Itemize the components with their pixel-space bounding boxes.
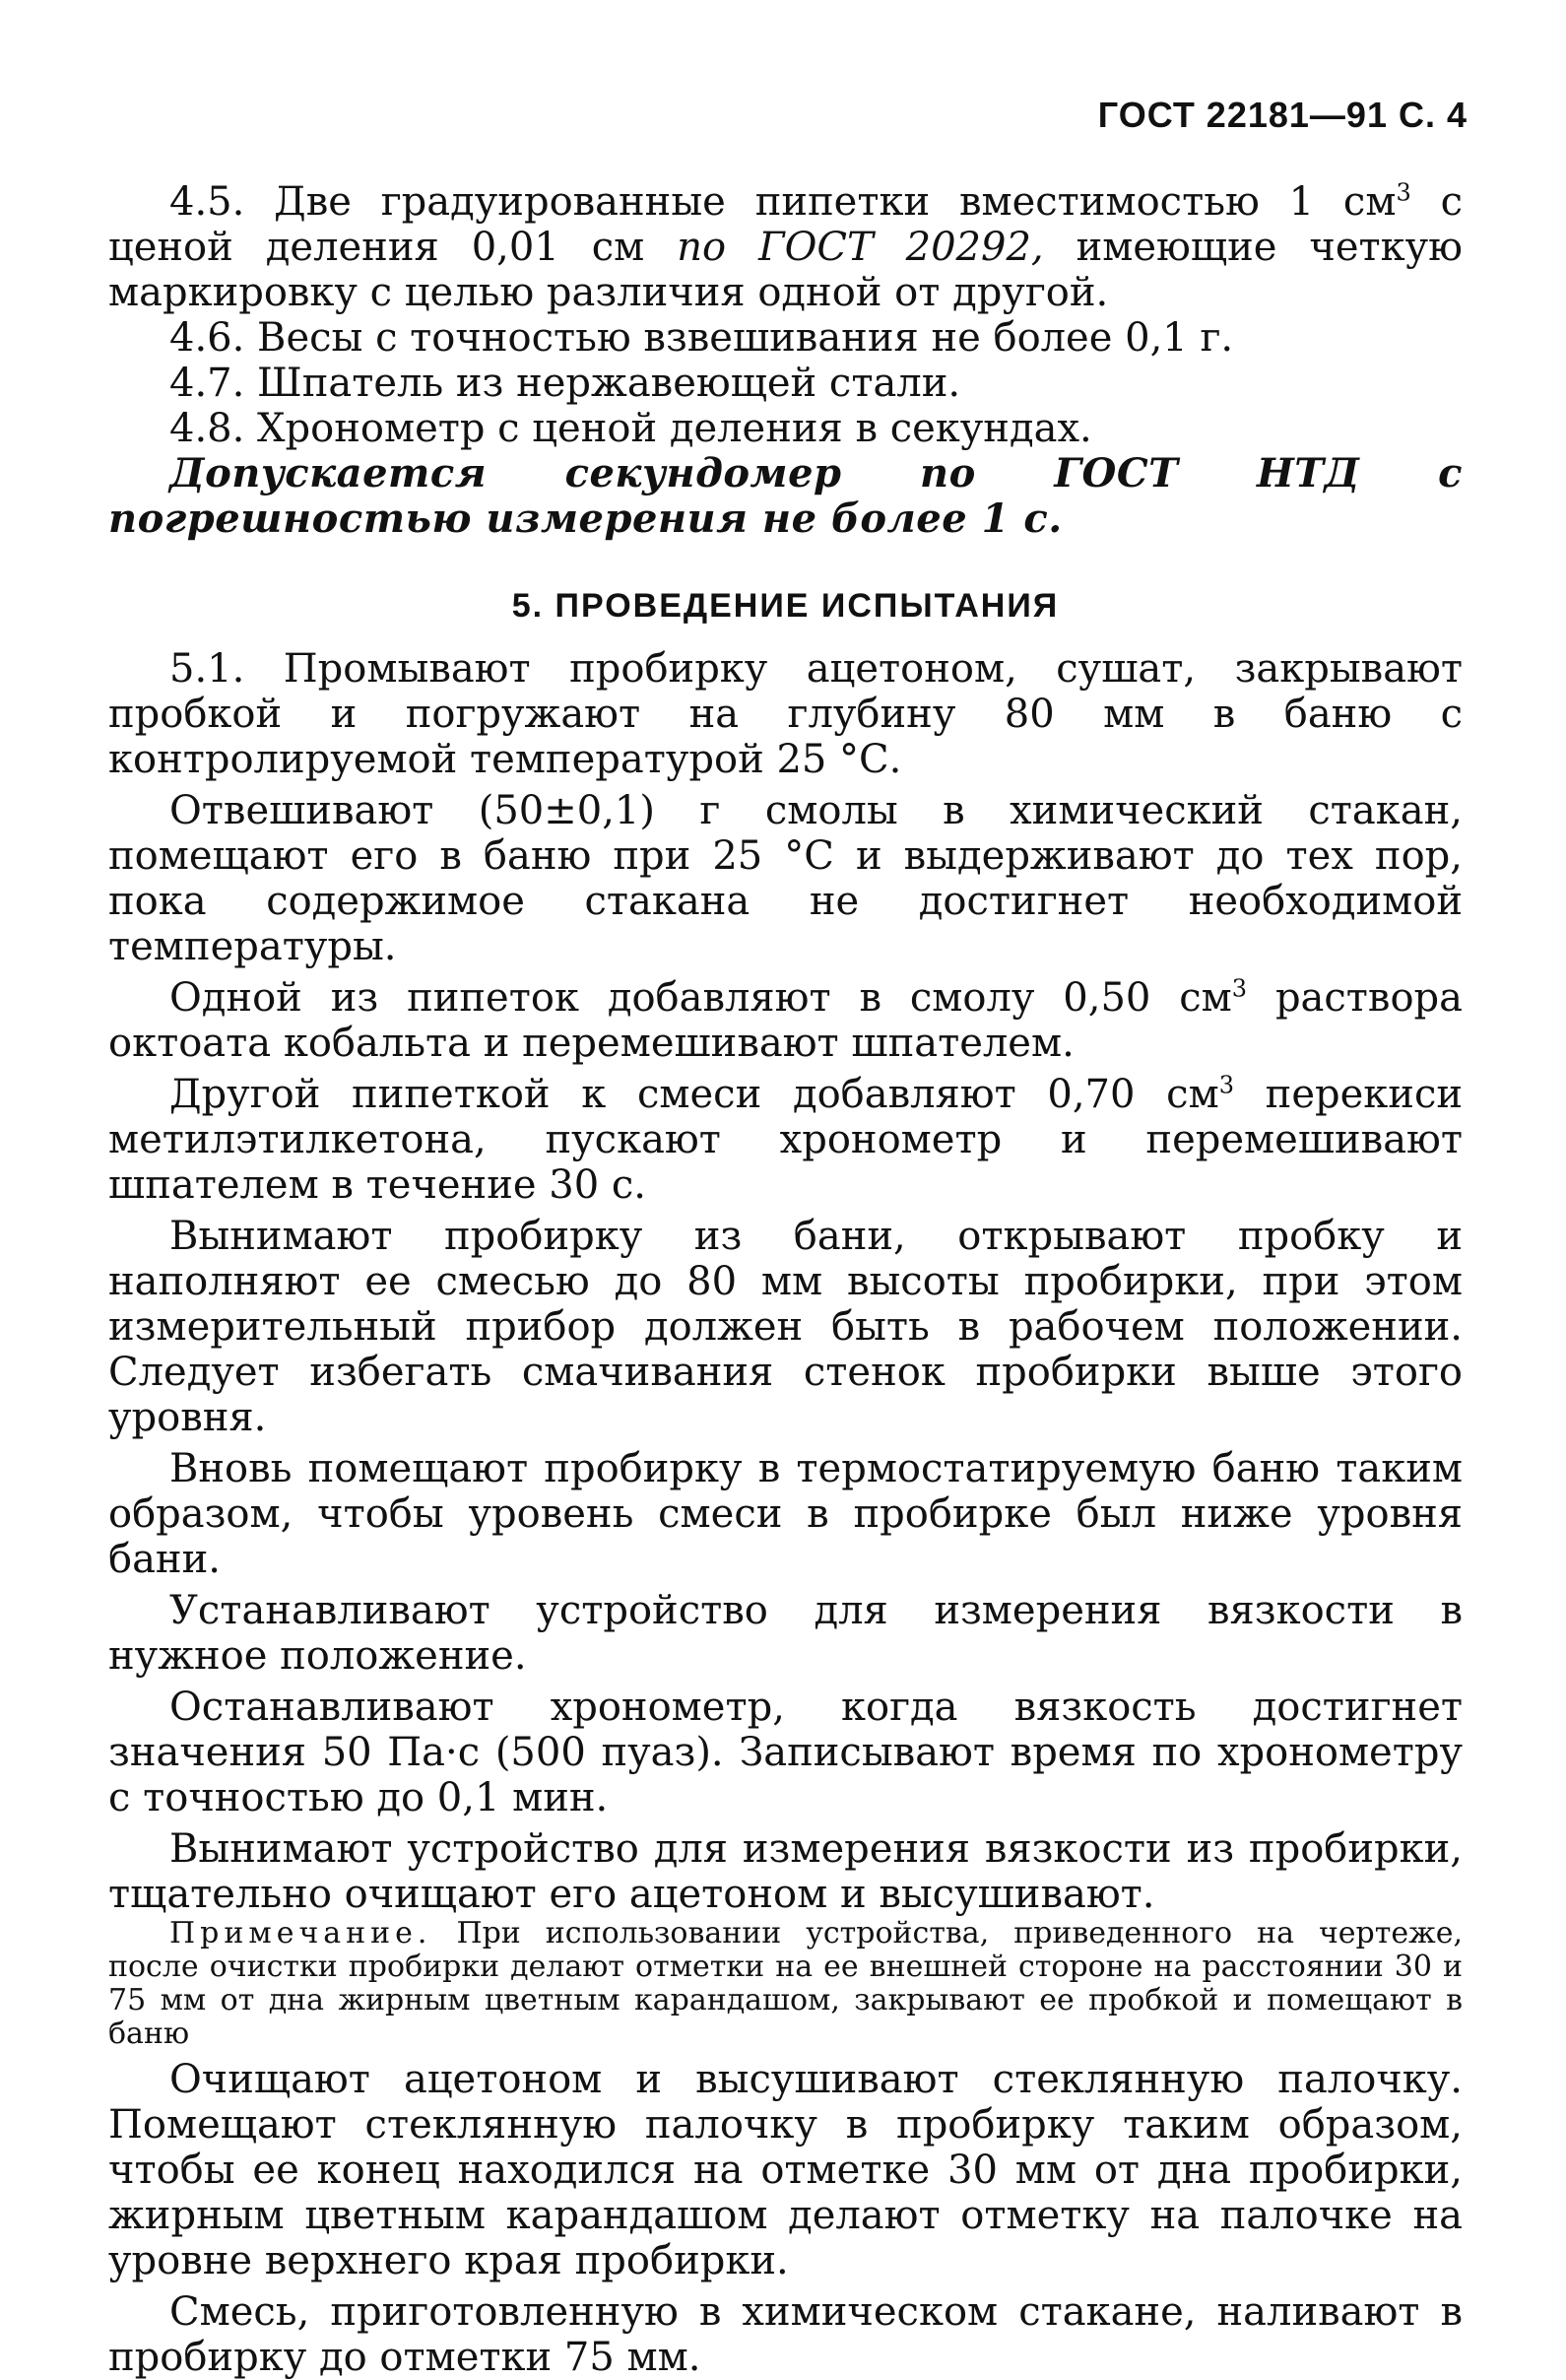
clause-4-6: 4.6. Весы с точностью взвешивания не более 0,1 г. [169, 315, 1234, 361]
paragraph-pour-mixture: Смесь, приготовленную в химическом стакане, наливают в пробирку до отметки 75 мм. [108, 2289, 1463, 2380]
note [108, 1917, 1463, 2051]
clause-4-8-amendment: Допускается секундомер по ГОСТ НТД с погрешностью измерения не более 1 с. [108, 450, 1463, 542]
section-5-heading: 5. ПРОВЕДЕНИЕ ИСПЫТАНИЯ [511, 587, 1060, 625]
document-body [108, 179, 1463, 2380]
clause-4-5 [108, 179, 1463, 315]
paragraph-glass-rod: Очищают ацетоном и высушивают стеклянную палочку. Помещают стеклянную палочку в пробирку таким образом, чтобы ее конец находился на отметке 30 мм от дна пробирки, жирным цветным карандашом делают отметку на палочке на уровне верхнего края пробирки. [108, 2057, 1463, 2283]
paragraph-weighing: Отвешивают (50±0,1) г смолы в химический стакан, помещают его в баню при 25 °С и выдерживают до тех пор, пока содержимое стакана не достигнет необходимой температуры. [108, 788, 1463, 969]
clause-5-1: 5.1. Промывают пробирку ацетоном, сушат, закрывают пробкой и погружают на глубину 80 мм в баню с контролируемой температурой 25 °С. [108, 646, 1463, 782]
paragraph-cobalt [108, 975, 1463, 1066]
paragraph-stop-timer: Останавливают хронометр, когда вязкость достигнет значения 50 Па·с (500 пуаз). Записывают время по хронометру с точностью до 0,1 мин. [108, 1685, 1463, 1820]
paragraph-cleaning: Вынимают устройство для измерения вязкости из пробирки, тщательно очищают его ацетоном и высушивают. [108, 1826, 1463, 1917]
paragraph-peroxide-text-b: перекиси метилэтилкетона, пускают хронометр и перемешивают шпателем в течение 30 с. [108, 1072, 1464, 1208]
note-label: Примечание. [169, 1916, 432, 1950]
paragraph-peroxide [108, 1072, 1463, 1208]
clause-4-5-text-a: 4.5. Две градуированные пипетки вместимостью 1 см [169, 179, 1397, 225]
paragraph-cobalt-sup: 3 [1231, 974, 1248, 1003]
paragraph-bath: Вновь помещают пробирку в термостатируемую баню таким образом, чтобы уровень смеси в пробирке был ниже уровня бани. [108, 1446, 1463, 1582]
note-text: При использовании устройства, приведенного на чертеже, после очистки пробирки делают отметки на ее внешней стороне на расстоянии 30 и 75 мм от дна жирным цветным карандашом, закрывают ее пробкой и помещают в баню [108, 1916, 1463, 2051]
paragraph-device-setup: Устанавливают устройство для измерения вязкости в нужное положение. [108, 1588, 1463, 1679]
clause-4-7: 4.7. Шпатель из нержавеющей стали. [169, 361, 961, 406]
paragraph-cobalt-text-a: Одной из пипеток добавляют в смолу 0,50 см [169, 975, 1232, 1021]
clause-4-5-sup-1: 3 [1396, 178, 1411, 207]
paragraph-filling: Вынимают пробирку из бани, открывают пробку и наполняют ее смесью до 80 мм высоты пробирки, при этом измерительный прибор должен быть в рабочем положении. Следует избегать смачивания стенок пробирки выше этого уровня. [108, 1214, 1463, 1440]
page-header: ГОСТ 22181—91 С. 4 [1097, 95, 1468, 135]
paragraph-peroxide-text-a: Другой пипеткой к смеси добавляют 0,70 см [169, 1072, 1219, 1117]
clause-4-5-text-b: с ценой деления 0,01 см [108, 179, 1463, 270]
paragraph-peroxide-sup: 3 [1218, 1071, 1234, 1099]
clause-4-8: 4.8. Хронометр с ценой деления в секундах. [169, 406, 1092, 451]
clause-4-5-text-d: имеющие четкую маркировку с целью различия одной от другой. [108, 225, 1463, 315]
paragraph-cobalt-text-b: раствора октоата кобальта и перемешивают шпателем. [108, 975, 1463, 1066]
clause-4-5-standard-ref: по ГОСТ 20292, [644, 225, 1044, 270]
